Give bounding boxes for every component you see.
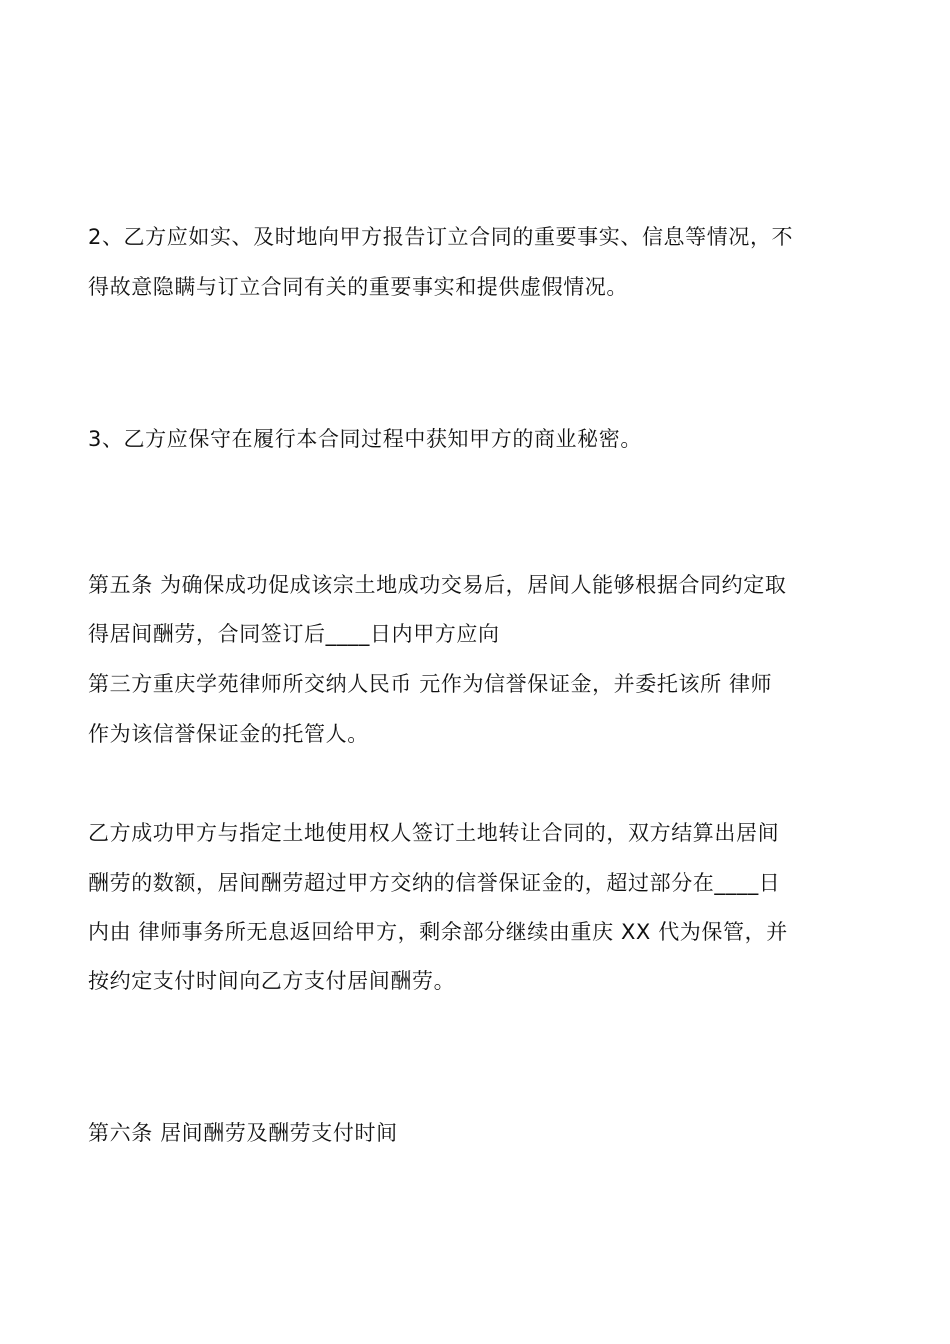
paragraph-line: 得故意隐瞒与订立合同有关的重要事实和提供虚假情况。 [88,275,628,299]
paragraph-line: 乙方成功甲方与指定土地使用权人签订土地转让合同的，双方结算出居间 [88,821,780,845]
paragraph-line: 2、乙方应如实、及时地向甲方报告订立合同的重要事实、信息等情况，不 [88,225,794,249]
paragraph-line: 内由 律师事务所无息返回给甲方，剩余部分继续由重庆 XX 代为保管，并 [88,920,788,944]
clause-heading: 第六条 居间酬劳及酬劳支付时间 [88,1121,398,1145]
paragraph-line: 第三方重庆学苑律师所交纳人民币 元作为信誉保证金，并委托该所 律师 [88,672,773,696]
paragraph-line: 酬劳的数额，居间酬劳超过甲方交纳的信誉保证金的，超过部分在____日 [88,871,781,895]
paragraph-line: 作为该信誉保证金的托管人。 [88,722,369,746]
paragraph-line: 得居间酬劳，合同签订后____日内甲方应向 [88,622,500,646]
paragraph-line: 第五条 为确保成功促成该宗土地成功交易后，居间人能够根据合同约定取 [88,573,787,597]
paragraph-line: 按约定支付时间向乙方支付居间酬劳。 [88,969,456,993]
paragraph-line: 3、乙方应保守在履行本合同过程中获知甲方的商业秘密。 [88,427,642,451]
